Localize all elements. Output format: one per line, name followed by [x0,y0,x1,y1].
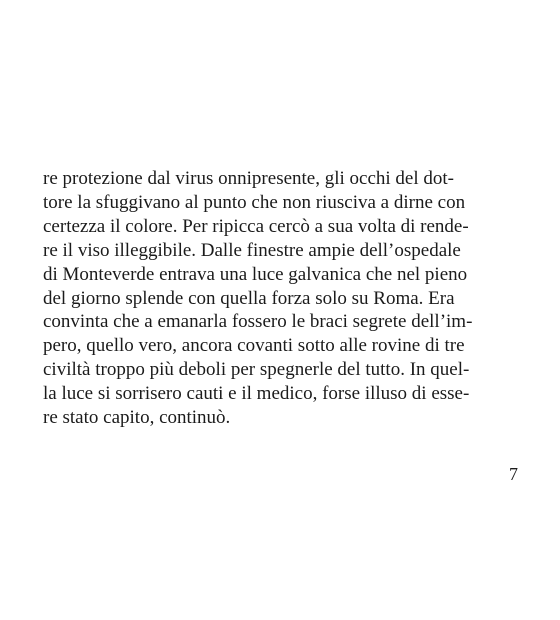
text-line: tore la sfuggivano al punto che non riusciva a dirne con [43,191,466,213]
body-text [43,167,519,430]
text-line: re stato capito, continuò. [43,407,231,429]
text-line: certezza il colore. Per ripicca cercò a sua volta di rende- [43,215,469,237]
text-line: re il viso illeggibile. Dalle finestre ampie dell’ospedale [43,239,461,261]
text-line: civiltà troppo più deboli per spegnerle del tutto. In quel- [43,359,470,381]
text-line: re protezione dal virus onnipresente, gli occhi del dot- [43,168,455,189]
text-line: di Monteverde entrava una luce galvanica che nel pieno [43,263,468,285]
text-line: del giorno splende con quella forza solo su Roma. Era [43,287,455,309]
text-line: convinta che a emanarla fossero le braci segrete dell’im- [43,311,473,333]
page-number: 7 [509,464,518,484]
text-line: pero, quello vero, ancora covanti sotto alle rovine di tre [43,335,465,357]
text-line: la luce si sorrisero cauti e il medico, forse illuso di esse- [43,383,470,405]
